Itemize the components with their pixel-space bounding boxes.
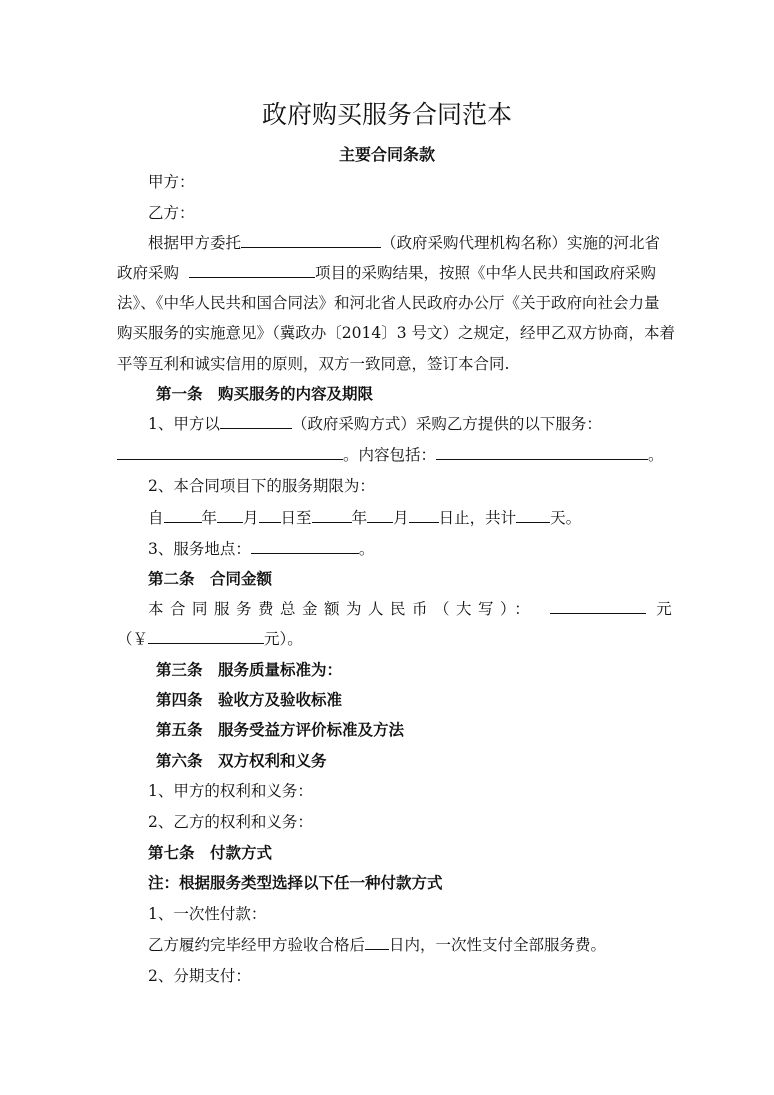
document-title: 政府购买服务合同范本 — [261, 100, 512, 129]
amount-text: 本合同服务费总金额为人民币（大写）： — [148, 600, 537, 618]
period-text: 日至 — [280, 509, 312, 527]
art1-item-2: 2、本合同项目下的服务期限为： — [148, 477, 375, 495]
location-blank[interactable] — [251, 538, 359, 554]
article-1-heading: 第一条 购买服务的内容及期限 — [156, 384, 374, 403]
amount-words-blank[interactable] — [550, 598, 646, 614]
lump-sum-line — [148, 934, 606, 956]
article-5-heading: 第五条 服务受益方评价标准及方法 — [156, 720, 405, 739]
agency-blank[interactable] — [241, 232, 381, 248]
period-text: 自 — [148, 509, 164, 527]
article-3-heading: 第三条 服务质量标准为： — [156, 660, 343, 679]
service-blank[interactable] — [117, 444, 343, 460]
end-month-blank[interactable] — [367, 507, 393, 523]
item-text: 。 — [358, 540, 375, 558]
intro-line-1 — [148, 232, 660, 254]
period-text: 年 — [351, 509, 368, 527]
period-text: 月 — [243, 509, 259, 527]
art7-item-2: 2、分期支付： — [148, 967, 251, 985]
amount-number-blank[interactable] — [148, 628, 264, 644]
party-b-label: 乙方： — [148, 204, 195, 222]
payment-days-blank[interactable] — [365, 934, 389, 950]
amount-text: 元 — [656, 600, 672, 618]
intro-line-3: 法》、《中华人民共和国合同法》和河北省人民政府办公厅《关于政府向社会力量 — [117, 294, 660, 312]
item-text: 1、甲方以 — [148, 415, 220, 433]
party-a-label: 甲方： — [148, 173, 195, 191]
document-subtitle: 主要合同条款 — [338, 145, 435, 164]
art6-item-2: 2、乙方的权利和义务： — [148, 813, 313, 831]
end-year-blank[interactable] — [312, 507, 352, 523]
intro-line-2 — [117, 262, 656, 284]
payment-note: 注：根据服务类型选择以下任一种付款方式 — [148, 873, 443, 892]
procurement-method-blank[interactable] — [220, 413, 292, 429]
intro-text: （政府采购代理机构名称）实施的河北省 — [381, 234, 661, 252]
start-day-blank[interactable] — [259, 507, 281, 523]
amount-text: 元）。 — [264, 630, 303, 648]
art7-item-1: 1、一次性付款： — [148, 905, 267, 923]
art1-item-3 — [148, 538, 374, 560]
intro-line-5: 平等互利和诚实信用的原则，双方一致同意，签订本合同. — [117, 355, 510, 373]
start-month-blank[interactable] — [217, 507, 243, 523]
start-year-blank[interactable] — [164, 507, 202, 523]
art6-item-1: 1、甲方的权利和义务： — [148, 782, 313, 800]
period-text: 年 — [201, 509, 218, 527]
article-6-heading: 第六条 双方权利和义务 — [156, 751, 327, 770]
intro-text: 政府采购 — [117, 264, 180, 282]
period-text: 日止，共计 — [438, 509, 517, 527]
amount-line — [148, 598, 672, 620]
intro-text: 项目的采购结果，按照《中华人民共和国政府采购 — [315, 264, 657, 282]
period-text: 天。 — [550, 509, 582, 527]
article-7-heading: 第七条 付款方式 — [148, 843, 273, 862]
article-4-heading: 第四条 验收方及验收标准 — [156, 690, 343, 709]
item-text: 日内，一次性支付全部服务费。 — [389, 936, 607, 954]
art1-item-1 — [148, 413, 602, 435]
art1-item-1-cont — [117, 444, 664, 466]
project-blank[interactable] — [189, 262, 315, 278]
item-text: 。内容包括： — [343, 446, 437, 464]
total-days-blank[interactable] — [516, 507, 550, 523]
article-2-heading: 第二条 合同金额 — [148, 569, 273, 588]
service-period-line — [148, 507, 581, 529]
item-text: （政府采购方式）采购乙方提供的以下服务： — [291, 415, 602, 433]
period-text: 月 — [393, 509, 409, 527]
item-text: 3、服务地点： — [148, 540, 251, 558]
intro-line-4: 购买服务的实施意见》（冀政办〔2014〕3 号文）之规定，经甲乙双方协商，本着 — [117, 324, 675, 342]
intro-text: 根据甲方委托 — [148, 234, 242, 252]
amount-text: （￥ — [117, 630, 149, 648]
content-blank[interactable] — [436, 444, 648, 460]
end-day-blank[interactable] — [409, 507, 439, 523]
amount-line-2 — [117, 628, 303, 650]
item-text: 。 — [648, 446, 664, 464]
item-text: 乙方履约完毕经甲方验收合格后 — [148, 936, 366, 954]
